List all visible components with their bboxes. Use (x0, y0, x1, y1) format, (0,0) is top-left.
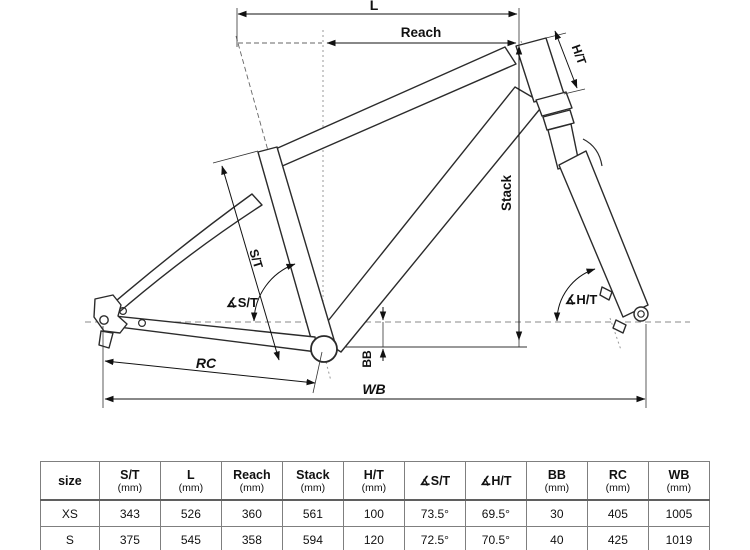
label-bb-drop: BB (360, 350, 374, 368)
seat-tube (258, 147, 335, 349)
label-seat-tube: S/T (246, 247, 266, 271)
column-header-seat-angle: ∡S/T (404, 462, 465, 501)
cell: 73.5° (404, 500, 465, 527)
column-header-rc: RC (mm) (587, 462, 648, 501)
label-reach: Reach (400, 25, 442, 40)
cell: 1019 (648, 527, 709, 550)
cell: 30 (526, 500, 587, 527)
cell: 70.5° (465, 527, 526, 550)
label-seat-angle: ∡S/T (226, 295, 258, 310)
cell: 405 (587, 500, 648, 527)
column-header-size: size (41, 462, 100, 501)
seat-angle-arc (254, 264, 295, 321)
cell-size: XS (41, 500, 100, 527)
cell: 358 (221, 527, 282, 550)
cell: 100 (343, 500, 404, 527)
label-head-tube: H/T (568, 42, 589, 67)
column-header-wb: WB (mm) (648, 462, 709, 501)
front-dropout (634, 307, 648, 321)
label-top-tube-length: L (369, 0, 379, 13)
bottom-bracket (311, 336, 337, 362)
rear-axle-hole (100, 316, 108, 324)
size-row-s (41, 527, 710, 550)
cell: 561 (282, 500, 343, 527)
column-header-reach: Reach (mm) (221, 462, 282, 501)
cell: 526 (160, 500, 221, 527)
cell: 375 (99, 527, 160, 550)
brake-mount-tab (600, 287, 612, 300)
chainstay (105, 315, 317, 352)
label-rear-center: RC (195, 355, 217, 371)
column-header-l: L (mm) (160, 462, 221, 501)
column-header-stack: Stack (mm) (282, 462, 343, 501)
cell: 343 (99, 500, 160, 527)
derailleur-hanger (99, 331, 113, 348)
label-head-angle: ∡H/T (564, 292, 598, 307)
column-header-bb: BB (mm) (526, 462, 587, 501)
size-row-xs (41, 500, 710, 527)
cell: 425 (587, 527, 648, 550)
ht-bottom-extension (564, 89, 585, 94)
column-header-ht: H/T (mm) (343, 462, 404, 501)
geometry-table (40, 461, 710, 550)
cell: 545 (160, 527, 221, 550)
cell: 360 (221, 500, 282, 527)
seat-axis-ext (326, 362, 331, 381)
cell-size: S (41, 527, 100, 550)
column-header-st: S/T (mm) (99, 462, 160, 501)
label-wheelbase: WB (362, 381, 386, 397)
cell: 40 (526, 527, 587, 550)
header-row (41, 462, 710, 501)
cell: 594 (282, 527, 343, 550)
st-top-extension (213, 151, 258, 163)
label-stack: Stack (499, 174, 514, 212)
cell: 1005 (648, 500, 709, 527)
bike-frame (94, 38, 564, 362)
cell: 72.5° (404, 527, 465, 550)
cell: 120 (343, 527, 404, 550)
column-header-head-angle: ∡H/T (465, 462, 526, 501)
brake-mount-tab-2 (613, 320, 626, 333)
cell: 69.5° (465, 500, 526, 527)
